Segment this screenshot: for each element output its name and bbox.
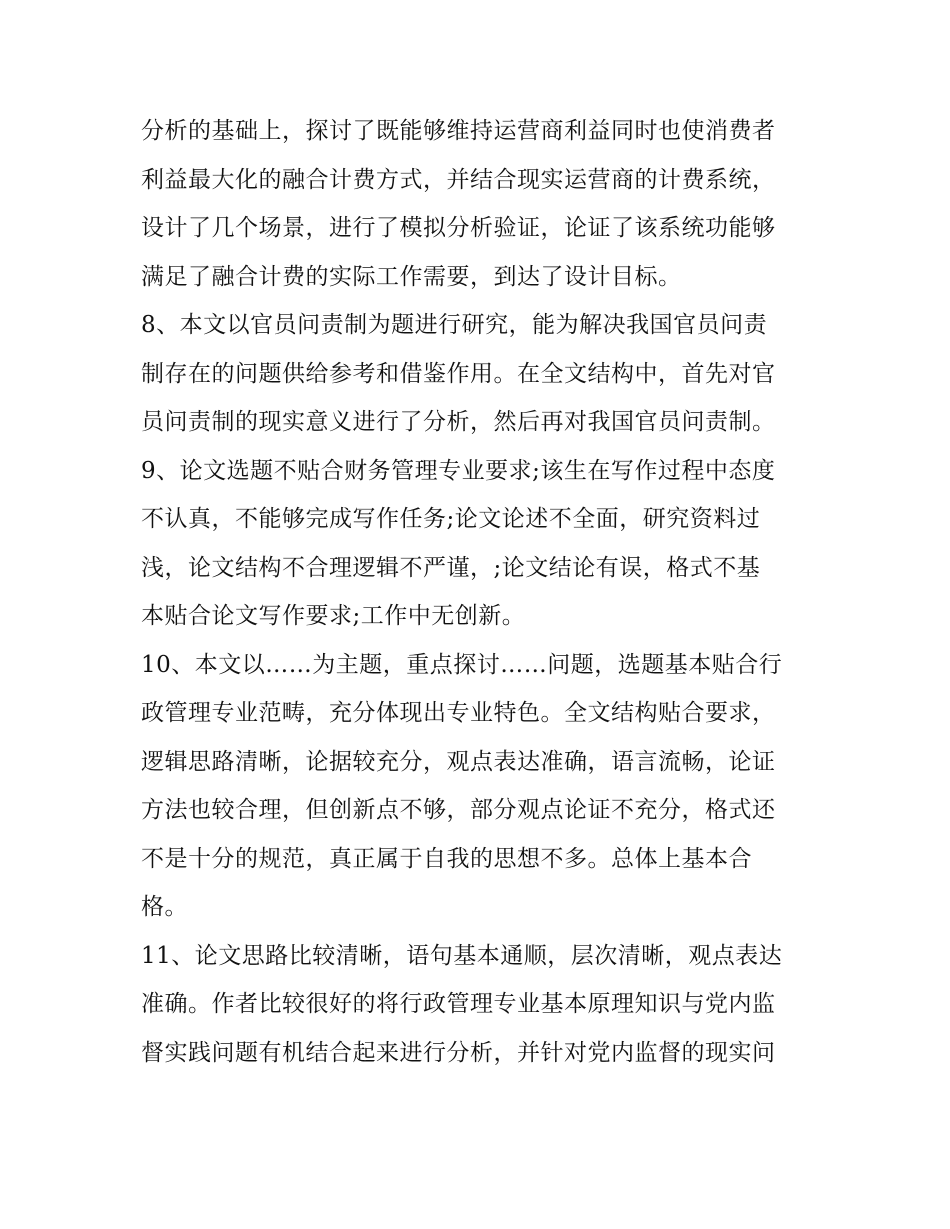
text-line: 督实践问题有机结合起来进行分析，并针对党内监督的现实问 — [141, 1039, 776, 1066]
text-line: 不是十分的规范，真正属于自我的思想不多。总体上基本合 — [141, 845, 752, 872]
text-line: 11、论文思路比较清晰，语句基本通顺，层次清晰，观点表达 — [141, 942, 783, 969]
text-line: 分析的基础上，探讨了既能够维持运营商利益同时也使消费者 — [141, 118, 776, 144]
text-line: 浅，论文结构不合理逻辑不严谨，;论文结论有误，格式不基 — [141, 554, 761, 581]
text-line: 10、本文以……为主题，重点探讨……问题，选题基本贴合行 — [141, 651, 783, 678]
text-line: 9、论文选题不贴合财务管理专业要求;该生在写作过程中态度 — [141, 457, 776, 484]
text-line: 准确。作者比较很好的将行政管理专业基本原理知识与党内监 — [141, 991, 776, 1017]
text-line: 设计了几个场景，进行了模拟分析验证，论证了该系统功能够 — [141, 215, 776, 241]
text-line: 不认真，不能够完成写作任务;论文论述不全面，研究资料过 — [141, 506, 761, 532]
text-line: 满足了融合计费的实际工作需要，到达了设计目标。 — [141, 263, 682, 290]
text-line: 8、本文以官员问责制为题进行研究，能为解决我国官员问责 — [141, 312, 768, 338]
text-line: 利益最大化的融合计费方式，并结合现实运营商的计费系统， — [141, 166, 776, 193]
document-body — [141, 107, 821, 1077]
text-line: 制存在的问题供给参考和借鉴作用。在全文结构中，首先对官 — [141, 360, 776, 387]
text-line: 格。 — [141, 894, 188, 920]
text-line: 员问责制的现实意义进行了分析，然后再对我国官员问责制。 — [141, 409, 776, 435]
text-line: 政管理专业范畴，充分体现出专业特色。全文结构贴合要求， — [141, 700, 776, 726]
text-line: 本贴合论文写作要求;工作中无创新。 — [141, 603, 526, 629]
text-line: 逻辑思路清晰，论据较充分，观点表达准确，语言流畅，论证 — [141, 748, 776, 775]
text-line: 方法也较合理，但创新点不够，部分观点论证不充分，格式还 — [141, 797, 776, 823]
